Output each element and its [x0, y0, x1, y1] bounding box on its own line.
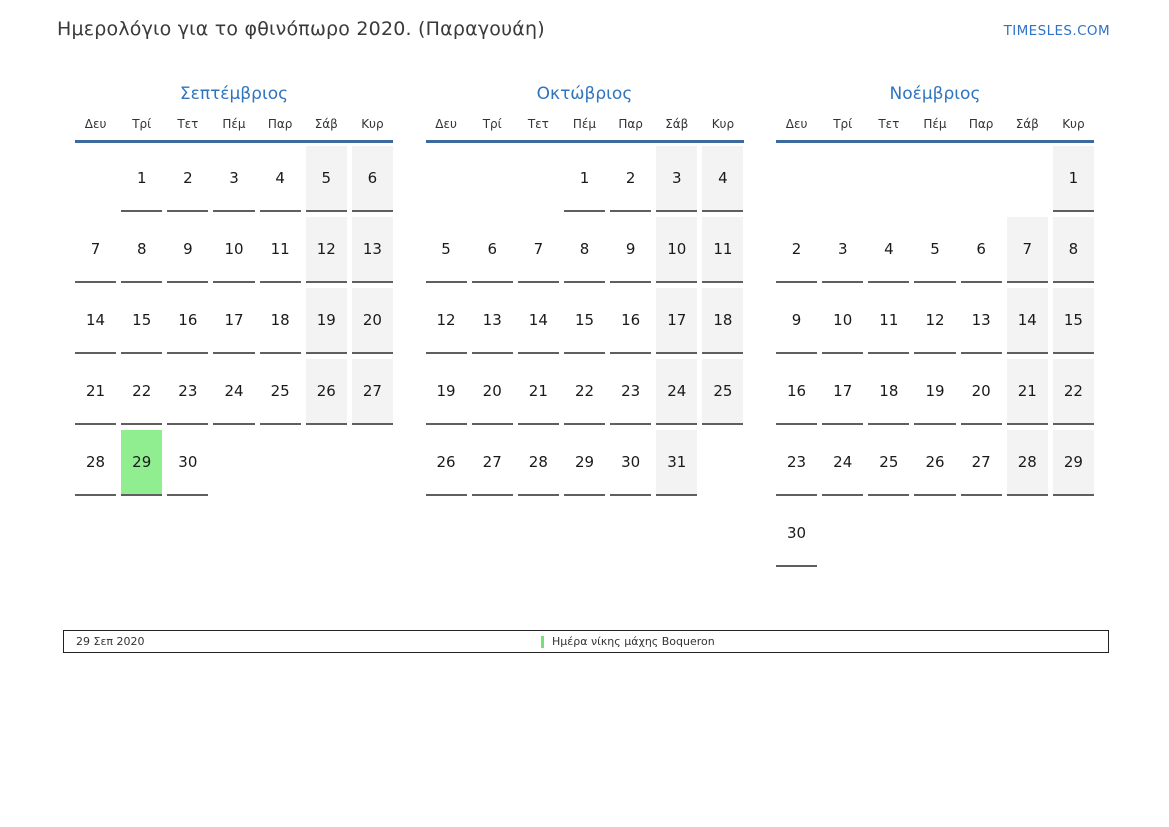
day-cell: 28 [1007, 430, 1048, 496]
day-cell-empty [564, 501, 605, 567]
day-cell: 1 [121, 146, 162, 212]
day-cell-highlighted: 29 [121, 430, 162, 496]
day-cell: 25 [260, 359, 301, 425]
weekday-label: Παρ [968, 117, 994, 131]
month-title: Νοέμβριος [889, 84, 981, 104]
day-cell-empty [472, 501, 513, 567]
day-cell-empty [260, 501, 301, 567]
weeks-grid [75, 146, 393, 567]
day-cell: 15 [564, 288, 605, 354]
holiday-name: Ημέρα νίκης μάχης Boqueron [552, 635, 715, 648]
day-cell: 12 [914, 288, 955, 354]
weeks-grid [426, 146, 744, 567]
day-cell-empty [306, 501, 347, 567]
weekday-label: Δευ [84, 117, 107, 131]
day-cell: 25 [868, 430, 909, 496]
weekday-label: Τρί [482, 117, 502, 131]
day-cell: 12 [306, 217, 347, 283]
day-cell: 13 [961, 288, 1002, 354]
day-cell: 20 [961, 359, 1002, 425]
weekday-label: Δευ [785, 117, 808, 131]
day-cell: 14 [1007, 288, 1048, 354]
weekday-label: Πέμ [222, 117, 246, 131]
day-cell: 2 [610, 146, 651, 212]
day-cell-empty [518, 501, 559, 567]
day-cell: 8 [564, 217, 605, 283]
day-cell: 23 [610, 359, 651, 425]
weekday-label: Τετ [527, 117, 549, 131]
day-cell: 4 [260, 146, 301, 212]
day-cell: 7 [1007, 217, 1048, 283]
weekday-header-row [776, 117, 1094, 143]
weekday-label: Δευ [435, 117, 457, 131]
day-cell: 25 [702, 359, 743, 425]
day-cell: 21 [518, 359, 559, 425]
day-cell: 6 [961, 217, 1002, 283]
day-cell: 14 [518, 288, 559, 354]
day-cell-empty [961, 146, 1002, 212]
day-cell: 11 [260, 217, 301, 283]
day-cell: 4 [868, 217, 909, 283]
day-cell-empty [213, 501, 254, 567]
day-cell-empty [702, 430, 743, 496]
day-cell-empty [961, 501, 1002, 567]
holiday-entry [541, 631, 715, 652]
day-cell: 15 [1053, 288, 1094, 354]
day-cell: 7 [75, 217, 116, 283]
day-cell-empty [426, 146, 467, 212]
day-cell: 22 [121, 359, 162, 425]
day-cell-empty [1053, 501, 1094, 567]
weekday-header-row [426, 117, 744, 143]
day-cell: 10 [656, 217, 697, 283]
day-cell-empty [426, 501, 467, 567]
day-cell: 19 [914, 359, 955, 425]
day-cell: 6 [472, 217, 513, 283]
day-cell: 1 [1053, 146, 1094, 212]
weekday-label: Κυρ [361, 117, 384, 131]
day-cell: 20 [472, 359, 513, 425]
day-cell: 17 [656, 288, 697, 354]
day-cell-empty [306, 430, 347, 496]
day-cell: 13 [352, 217, 393, 283]
day-cell: 18 [868, 359, 909, 425]
day-cell: 24 [213, 359, 254, 425]
day-cell: 18 [260, 288, 301, 354]
month-november [776, 84, 1094, 567]
day-cell: 9 [776, 288, 817, 354]
day-cell: 5 [306, 146, 347, 212]
day-cell: 1 [564, 146, 605, 212]
day-cell-empty [776, 146, 817, 212]
day-cell-empty [472, 146, 513, 212]
weekday-label: Σάβ [314, 117, 338, 131]
day-cell: 23 [776, 430, 817, 496]
day-cell: 18 [702, 288, 743, 354]
weekday-label: Τρί [132, 117, 152, 131]
day-cell: 12 [426, 288, 467, 354]
day-cell: 29 [1053, 430, 1094, 496]
weekday-label: Σάβ [1015, 117, 1039, 131]
day-cell: 14 [75, 288, 116, 354]
day-cell: 21 [75, 359, 116, 425]
day-cell-empty [1007, 146, 1048, 212]
day-cell: 2 [776, 217, 817, 283]
day-cell-empty [167, 501, 208, 567]
day-cell: 30 [610, 430, 651, 496]
day-cell: 26 [426, 430, 467, 496]
day-cell-empty [352, 501, 393, 567]
weekday-label: Σάβ [665, 117, 689, 131]
day-cell-empty [610, 501, 651, 567]
weekday-label: Παρ [618, 117, 643, 131]
month-october [426, 84, 744, 567]
day-cell: 8 [121, 217, 162, 283]
day-cell: 16 [610, 288, 651, 354]
weekday-label: Τετ [878, 117, 900, 131]
day-cell: 8 [1053, 217, 1094, 283]
day-cell-empty [518, 146, 559, 212]
day-cell: 17 [213, 288, 254, 354]
day-cell: 24 [656, 359, 697, 425]
weekday-label: Πέμ [923, 117, 947, 131]
day-cell: 23 [167, 359, 208, 425]
day-cell: 30 [167, 430, 208, 496]
weekday-label: Πέμ [572, 117, 597, 131]
day-cell: 19 [426, 359, 467, 425]
holiday-legend-bar [63, 630, 1109, 653]
weekday-label: Τρί [833, 117, 853, 131]
day-cell: 28 [75, 430, 116, 496]
day-cell: 16 [167, 288, 208, 354]
day-cell: 26 [914, 430, 955, 496]
day-cell: 22 [564, 359, 605, 425]
day-cell: 5 [914, 217, 955, 283]
day-cell-empty [352, 430, 393, 496]
day-cell: 27 [352, 359, 393, 425]
day-cell: 30 [776, 501, 817, 567]
day-cell: 9 [610, 217, 651, 283]
day-cell: 9 [167, 217, 208, 283]
day-cell-empty [868, 146, 909, 212]
weekday-label: Παρ [267, 117, 293, 131]
day-cell: 31 [656, 430, 697, 496]
day-cell: 21 [1007, 359, 1048, 425]
day-cell-empty [868, 501, 909, 567]
holiday-date: 29 Σεπ 2020 [76, 635, 145, 648]
weekday-label: Κυρ [1062, 117, 1085, 131]
day-cell: 2 [167, 146, 208, 212]
day-cell: 11 [702, 217, 743, 283]
day-cell-empty [121, 501, 162, 567]
timesles-logo-link[interactable]: TIMESLES.COM [1003, 23, 1110, 39]
day-cell: 11 [868, 288, 909, 354]
day-cell: 27 [472, 430, 513, 496]
day-cell-empty [914, 501, 955, 567]
day-cell-empty [75, 501, 116, 567]
day-cell: 26 [306, 359, 347, 425]
page-title: Ημερολόγιο για το φθινόπωρο 2020. (Παραγουάη) [57, 18, 545, 40]
day-cell: 7 [518, 217, 559, 283]
month-title: Οκτώβριος [536, 84, 633, 104]
day-cell: 13 [472, 288, 513, 354]
day-cell-empty [822, 501, 863, 567]
day-cell: 16 [776, 359, 817, 425]
day-cell: 10 [213, 217, 254, 283]
day-cell-empty [822, 146, 863, 212]
holiday-marker-icon [541, 636, 544, 648]
day-cell: 28 [518, 430, 559, 496]
day-cell: 3 [822, 217, 863, 283]
day-cell: 29 [564, 430, 605, 496]
day-cell: 27 [961, 430, 1002, 496]
calendar-grid [75, 84, 1094, 567]
day-cell: 20 [352, 288, 393, 354]
day-cell-empty [1007, 501, 1048, 567]
weekday-label: Κυρ [711, 117, 735, 131]
month-title: Σεπτέμβριος [179, 84, 289, 104]
day-cell-empty [213, 430, 254, 496]
day-cell: 17 [822, 359, 863, 425]
day-cell-empty [702, 501, 743, 567]
day-cell: 10 [822, 288, 863, 354]
day-cell-empty [656, 501, 697, 567]
weekday-label: Τετ [177, 117, 199, 131]
day-cell: 15 [121, 288, 162, 354]
day-cell: 24 [822, 430, 863, 496]
day-cell-empty [914, 146, 955, 212]
day-cell: 22 [1053, 359, 1094, 425]
weeks-grid [776, 146, 1094, 567]
day-cell: 3 [213, 146, 254, 212]
day-cell-empty [75, 146, 116, 212]
day-cell: 4 [702, 146, 743, 212]
day-cell: 6 [352, 146, 393, 212]
day-cell-empty [260, 430, 301, 496]
day-cell: 19 [306, 288, 347, 354]
weekday-header-row [75, 117, 393, 143]
month-september [75, 84, 393, 567]
day-cell: 3 [656, 146, 697, 212]
day-cell: 5 [426, 217, 467, 283]
